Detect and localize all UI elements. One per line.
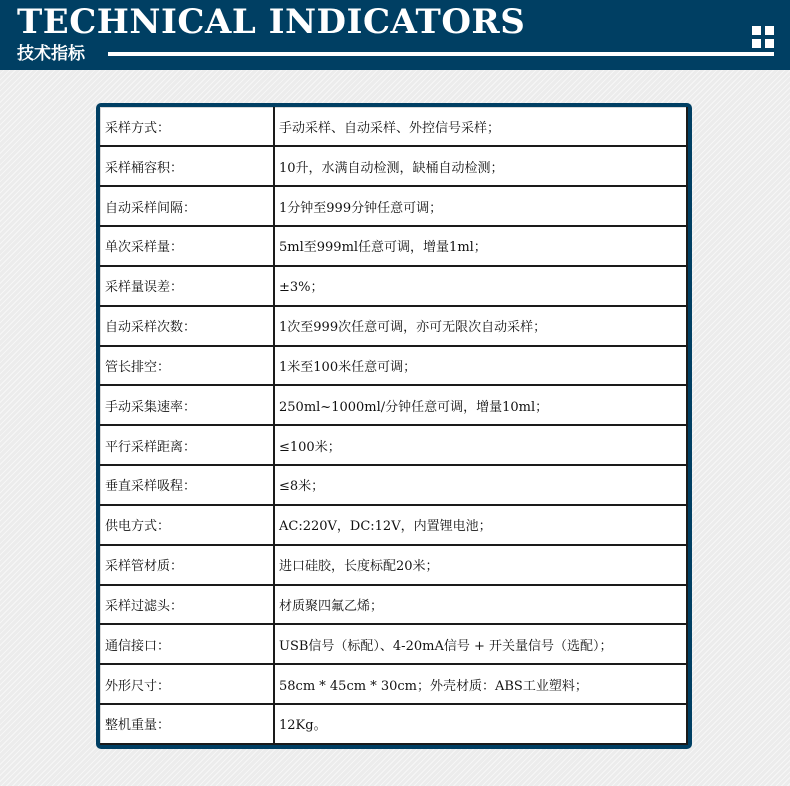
spec-table (100, 107, 688, 745)
spec-label: 自动采样间隔： (101, 186, 275, 226)
spec-table-frame (96, 103, 692, 749)
table-row (101, 108, 688, 147)
spec-label: 平行采样距离： (101, 425, 275, 465)
spec-label: 通信接口： (101, 624, 275, 664)
table-row (101, 664, 688, 704)
spec-label: 采样管材质： (101, 545, 275, 585)
spec-label: 采样量误差： (101, 266, 275, 306)
table-row (101, 226, 688, 266)
table-row (101, 505, 688, 545)
spec-label: 垂直采样吸程： (101, 465, 275, 505)
table-row (101, 306, 688, 346)
spec-value: ±3%； (274, 266, 687, 306)
table-row (101, 186, 688, 226)
table-row (101, 346, 688, 386)
table-row (101, 425, 688, 465)
spec-label: 单次采样量： (101, 226, 275, 266)
spec-value: 5ml至999ml任意可调，增量1ml； (274, 226, 687, 266)
table-row (101, 266, 688, 306)
spec-value: 材质聚四氟乙烯； (274, 585, 687, 625)
table-row (101, 585, 688, 625)
spec-value: 手动采样、自动采样、外控信号采样； (274, 108, 687, 147)
spec-value: 250ml~1000ml/分钟任意可调，增量10ml； (274, 385, 687, 425)
spec-label: 外形尺寸： (101, 664, 275, 704)
spec-value: ≤8米； (274, 465, 687, 505)
table-row (101, 385, 688, 425)
spec-label: 采样过滤头： (101, 585, 275, 625)
spec-label: 采样桶容积： (101, 146, 275, 186)
spec-label: 整机重量： (101, 704, 275, 744)
spec-value: AC:220V，DC:12V，内置锂电池； (274, 505, 687, 545)
header-divider (108, 52, 774, 56)
page-subtitle: 技术指标 (17, 44, 85, 64)
spec-value: 10升，水满自动检测，缺桶自动检测； (274, 146, 687, 186)
grid-icon (752, 26, 774, 48)
page-title: TECHNICAL INDICATORS (17, 2, 526, 42)
table-row (101, 465, 688, 505)
spec-label: 供电方式： (101, 505, 275, 545)
table-row (101, 624, 688, 664)
spec-label: 管长排空： (101, 346, 275, 386)
spec-label: 手动采集速率： (101, 385, 275, 425)
table-row (101, 545, 688, 585)
header-banner (0, 0, 790, 70)
spec-label: 自动采样次数： (101, 306, 275, 346)
spec-value: 进口硅胶，长度标配20米； (274, 545, 687, 585)
spec-value: 58cm * 45cm * 30cm；外壳材质：ABS工业塑料； (274, 664, 687, 704)
spec-value: 1分钟至999分钟任意可调； (274, 186, 687, 226)
spec-value: 1次至999次任意可调，亦可无限次自动采样； (274, 306, 687, 346)
spec-value: 1米至100米任意可调； (274, 346, 687, 386)
spec-label: 采样方式： (101, 108, 275, 147)
table-row (101, 704, 688, 744)
spec-value: 12Kg。 (274, 704, 687, 744)
spec-value: USB信号（标配）、4-20mA信号 + 开关量信号（选配）； (274, 624, 687, 664)
table-row (101, 146, 688, 186)
spec-value: ≤100米； (274, 425, 687, 465)
